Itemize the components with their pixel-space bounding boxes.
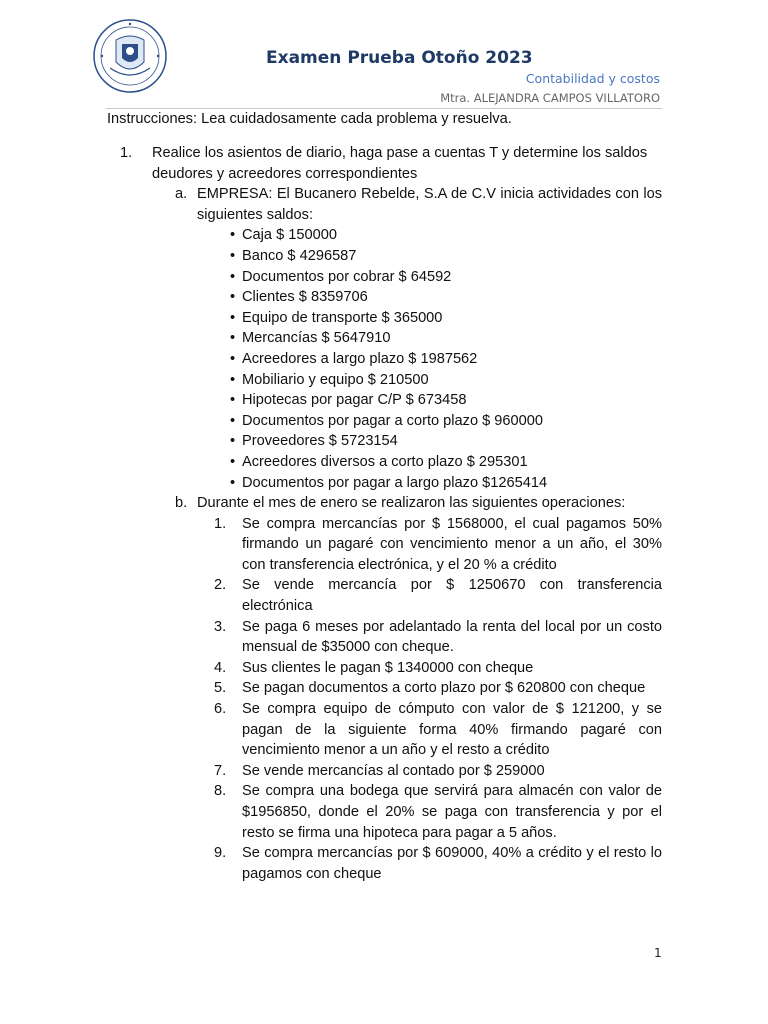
list-item: • Documentos por pagar a corto plazo $ 960000: [230, 411, 663, 432]
question-1: [107, 143, 663, 884]
list-item: 4. Sus clientes le pagan $ 1340000 con cheque: [214, 659, 534, 676]
bullet-icon: •: [230, 227, 236, 244]
bullet-icon: •: [230, 433, 236, 450]
subject-name: Contabilidad y costos: [525, 71, 660, 86]
teacher-name: Mtra. ALEJANDRA CAMPOS VILLATORO: [440, 91, 660, 105]
list-item: 9. Se compra mercancías por $ 609000, 40% a crédito y el resto lo pagamos con cheque: [214, 845, 662, 882]
bullet-icon: •: [230, 268, 236, 285]
balances-list: [230, 225, 663, 493]
page-number: 1: [654, 946, 662, 960]
list-item: • Banco $ 4296587: [230, 246, 663, 267]
part-a-text: EMPRESA: El Bucanero Rebelde, S.A de C.V inicia actividades con los siguientes saldos:: [197, 186, 662, 223]
list-item: • Documentos por pagar a largo plazo $1265414: [230, 473, 663, 494]
list-item: 7. Se vende mercancías al contado por $ 259000: [214, 762, 545, 779]
bullet-icon: •: [230, 453, 236, 470]
exam-title: Examen Prueba Otoño 2023: [266, 48, 533, 68]
list-item: 5. Se pagan documentos a corto plazo por $ 620800 con cheque: [214, 680, 646, 697]
list-item: 8. Se compra una bodega que servirá para almacén con valor de $1956850, donde el 20% se paga con transferencia y por el resto se firma una hipoteca para pagar a 5 años.: [214, 783, 662, 841]
list-item: • Hipotecas por pagar C/P $ 673458: [230, 390, 663, 411]
bullet-icon: •: [230, 289, 236, 306]
bullet-icon: •: [230, 474, 236, 491]
list-item: • Acreedores a largo plazo $ 1987562: [230, 349, 663, 370]
list-item: 2. Se vende mercancía por $ 1250670 con transferencia electrónica: [214, 577, 662, 615]
bullet-icon: •: [230, 247, 236, 264]
list-item: • Documentos por cobrar $ 64592: [230, 267, 663, 288]
list-item: 6. Se compra equipo de cómputo con valor de $ 121200, y se pagan de la siguiente forma 40% firmando pagaré con vencimiento menor a un año y el resto a crédito: [214, 701, 662, 759]
question-text: Realice los asientos de diario, haga pase a cuentas T y determine los saldos deudores y acreedores correspondientes: [152, 145, 648, 182]
university-seal-logo: [92, 18, 168, 94]
part-b: [175, 493, 663, 514]
list-item: • Caja $ 150000: [230, 225, 663, 246]
part-b-text: Durante el mes de enero se realizaron las siguientes operaciones:: [197, 495, 626, 512]
operations-list: [197, 514, 663, 885]
bullet-icon: •: [230, 309, 236, 326]
bullet-icon: •: [230, 371, 236, 388]
bullet-icon: •: [230, 392, 236, 409]
list-item: • Equipo de transporte $ 365000: [230, 308, 663, 329]
bullet-icon: •: [230, 350, 236, 367]
part-a-letter: a.: [175, 186, 188, 203]
list-item: • Mobiliario y equipo $ 210500: [230, 370, 663, 391]
list-item: 1. Se compra mercancías por $ 1568000, el cual pagamos 50% firmando un pagaré con vencimiento menor a un año, el 30% con transferencia electrónica, y el 20 % a crédito: [214, 515, 662, 573]
list-item: • Proveedores $ 5723154: [230, 431, 663, 452]
list-item: • Clientes $ 8359706: [230, 287, 663, 308]
bullet-icon: •: [230, 330, 236, 347]
part-a: [175, 184, 663, 225]
instructions: Instrucciones: Lea cuidadosamente cada problema y resuelva.: [107, 111, 512, 127]
bullet-icon: •: [230, 412, 236, 429]
part-b-letter: b.: [175, 495, 188, 512]
list-item: • Acreedores diversos a corto plazo $ 295301: [230, 452, 663, 473]
list-item: • Mercancías $ 5647910: [230, 328, 663, 349]
question-number: 1.: [120, 145, 133, 161]
list-item: 3. Se paga 6 meses por adelantado la renta del local por un costo mensual de $35000 con cheque.: [214, 618, 662, 656]
